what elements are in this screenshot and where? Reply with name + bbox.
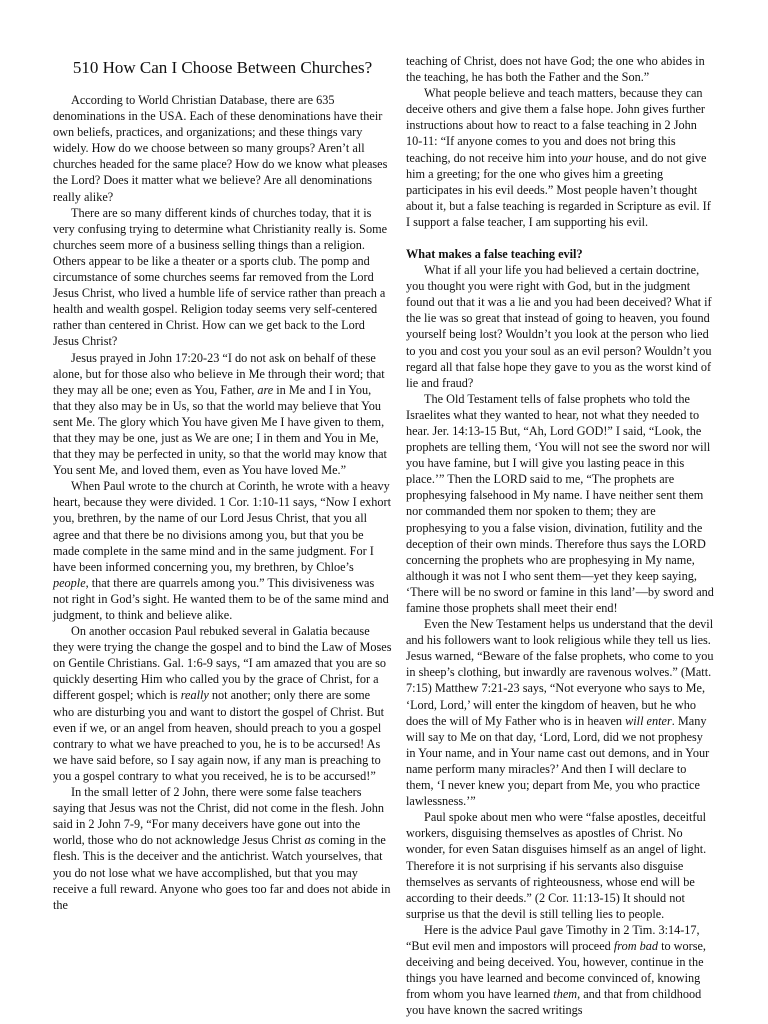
paragraph-2-john: In the small letter of 2 John, there were some false teachers saying that Jesus was not the Christ, did not come in the flesh. John said in 2 John 7-9, “For many deceivers have gone out into the world, those who do not acknowledge Jesus Christ as coming in the flesh. This is the deceiver and the antichrist. Watch yourselves, that you do not lose what we have accomplished, but that you may receive a full reward. Anyone who goes too far and does not abide in the	[53, 785, 391, 912]
paragraph-intro: According to World Christian Database, there are 635 denominations in the USA. Each of these denominations have their own beliefs, practices, and organizations; and these things vary widely. How do we choose between so many groups? Aren’t all churches headed for the same place? How do we know what pleases the Lord? Does it matter what we believe? Are all denominations really alike?	[53, 93, 388, 204]
paragraph-galatia: On another occasion Paul rebuked several in Galatia because they were trying the change the gospel and to bind the Law of Moses on Gentile Christians. Gal. 1:6-9 says, “I am amazed that you are so quickly deserting Him who called you by the grace of Christ, for a different gospel; which is really not another; only there are some who are disturbing you and want to distort the gospel of Christ. But even if we, or an angel from heaven, should preach to you a gospel contrary to what we have preached to you, he is to be accursed! As we have said before, so I say again now, if any man is preaching to you a gospel contrary to what you received, he is to be accursed!”	[53, 624, 392, 783]
right-column	[406, 53, 715, 1018]
paragraph-confusion: There are so many different kinds of churches today, that it is very confusing trying to determine what Christianity really is. Some churches seem more of a business selling things than a religion. Others appear to be like a theater or a sports club. The pomp and circumstance of some churches seems far removed from the Lord Jesus Christ, who lived a humble life of service rather than preach a health and wealth gospel. Religion today seems very self-centered rather than centered in Christ. How can we get back to the Lord Jesus Christ?	[53, 205, 388, 349]
article-title: 510 How Can I Choose Between Churches?	[72, 58, 373, 77]
paragraph-continuation: teaching of Christ, does not have God; the one who abides in the teaching, he has both the Father and the Son.”	[406, 54, 705, 85]
paragraph-new-testament: Even the New Testament helps us understand that the devil and his followers want to look religious while they tell us lies. Jesus warned, “Beware of the false prophets, who come to you in sheep’s clothing, but inwardly are ravenous wolves.” (Matt. 7:15) Matthew 7:21-23 says, “Not everyone who says to Me, ‘Lord, Lord,’ will enter the kingdom of heaven, but he who does the will of My Father who is in heaven will enter. Many will say to Me on that day, ‘Lord, Lord, did we not prophesy in Your name, and in Your name cast out demons, and in Your name perform many miracles?’ And then I will declare to them, ‘I never knew you; depart from Me, you who practice lawlessness.’”	[406, 617, 714, 809]
paragraph-what-people-believe: What people believe and teach matters, because they can deceive others and give them a false hope. John gives further instructions about how to react to a false teaching in 2 John 10-11: “If anyone comes to you and does not bring this teaching, do not receive him into your house, and do not give him a greeting; for the one who gives him a greeting participates in his evil deeds.” Most people haven’t thought about it, but a false teaching is regarded in Scripture as evil. If I support a false teacher, I am supporting his evil.	[406, 86, 711, 229]
section-heading: What makes a false teaching evil?	[406, 247, 583, 262]
paragraph-john-17: Jesus prayed in John 17:20-23 “I do not ask on behalf of these alone, but for those also who believe in Me through their word; that they may all be one; even as You, Father, are in Me and I in You, that they also may be in Us, so that the world may believe that You sent Me. The glory which You have given Me I have given to them, that they may be one, just as We are one; I in them and You in Me, that they may be perfected in unity, so that the world may know that You sent Me, and loved them, even as You have loved Me.”	[53, 350, 387, 478]
paragraph-corinth: When Paul wrote to the church at Corinth, he wrote with a heavy heart, because they were divided. 1 Cor. 1:10-11 says, “Now I exhort you, brethren, by the name of our Lord Jesus Christ, that you all agree and that there be no divisions among you, but that you be made complete in the same mind and in the same judgment. For I have been informed concerning you, my brethren, by Chloe’s people, that there are quarrels among you.” This divisiveness was not right in God’s sight. He wanted them to be of the same mind and judgment, to think and believe alike.	[53, 479, 392, 622]
paragraph-timothy: Here is the advice Paul gave Timothy in 2 Tim. 3:14-17, “But evil men and impostors will proceed from bad to worse, deceiving and being deceived. You, however, continue in the things you have learned and become convinced of, knowing from whom you have learned them, and that from childhood you have known the sacred writings	[406, 922, 706, 1018]
left-column	[53, 57, 392, 913]
paragraph-false-apostles: Paul spoke about men who were “false apostles, deceitful workers, disguising themselves as apostles of Christ. No wonder, for even Satan disguises himself as an angel of light. Therefore it is not surprising if his servants also disguise themselves as servants of righteousness, whose end will be according to their deeds.” (2 Cor. 11:13-15) It should not surprise us that the devil is still telling lies to people.	[406, 810, 707, 921]
paragraph-old-testament: The Old Testament tells of false prophets who told the Israelites what they wanted to hear, not what they needed to hear. Jer. 14:13-15 But, “Ah, Lord GOD!” I said, “Look, the prophets are telling them, ‘You will not see the sword nor will you have famine, but I will give you lasting peace in this place.’” Then the LORD said to me, “The prophets are prophesying falsehood in My name. I have neither sent them nor commanded them nor spoken to them; they are prophesying to you a false vision, divination, futility and the deception of their own minds. Therefore thus says the LORD concerning the prophets who are prophesying in My name, although it was not I who sent them—yet they keep saying, ‘There will be no sword or famine in this land’—by sword and famine those prophets shall meet their end!	[406, 391, 714, 615]
paragraph-what-if: What if all your life you had believed a certain doctrine, you thought you were right with God, but in the judgment found out that it was a lie and you had been deceived? What if the lie was so great that instead of going to heaven, you found yourself being lost? Wouldn’t you look at the person who lied to you and cost you your soul as an evil person? Wouldn’t you regard all that false hope they gave to you as the worst kind of lie and fraud?	[406, 263, 712, 390]
